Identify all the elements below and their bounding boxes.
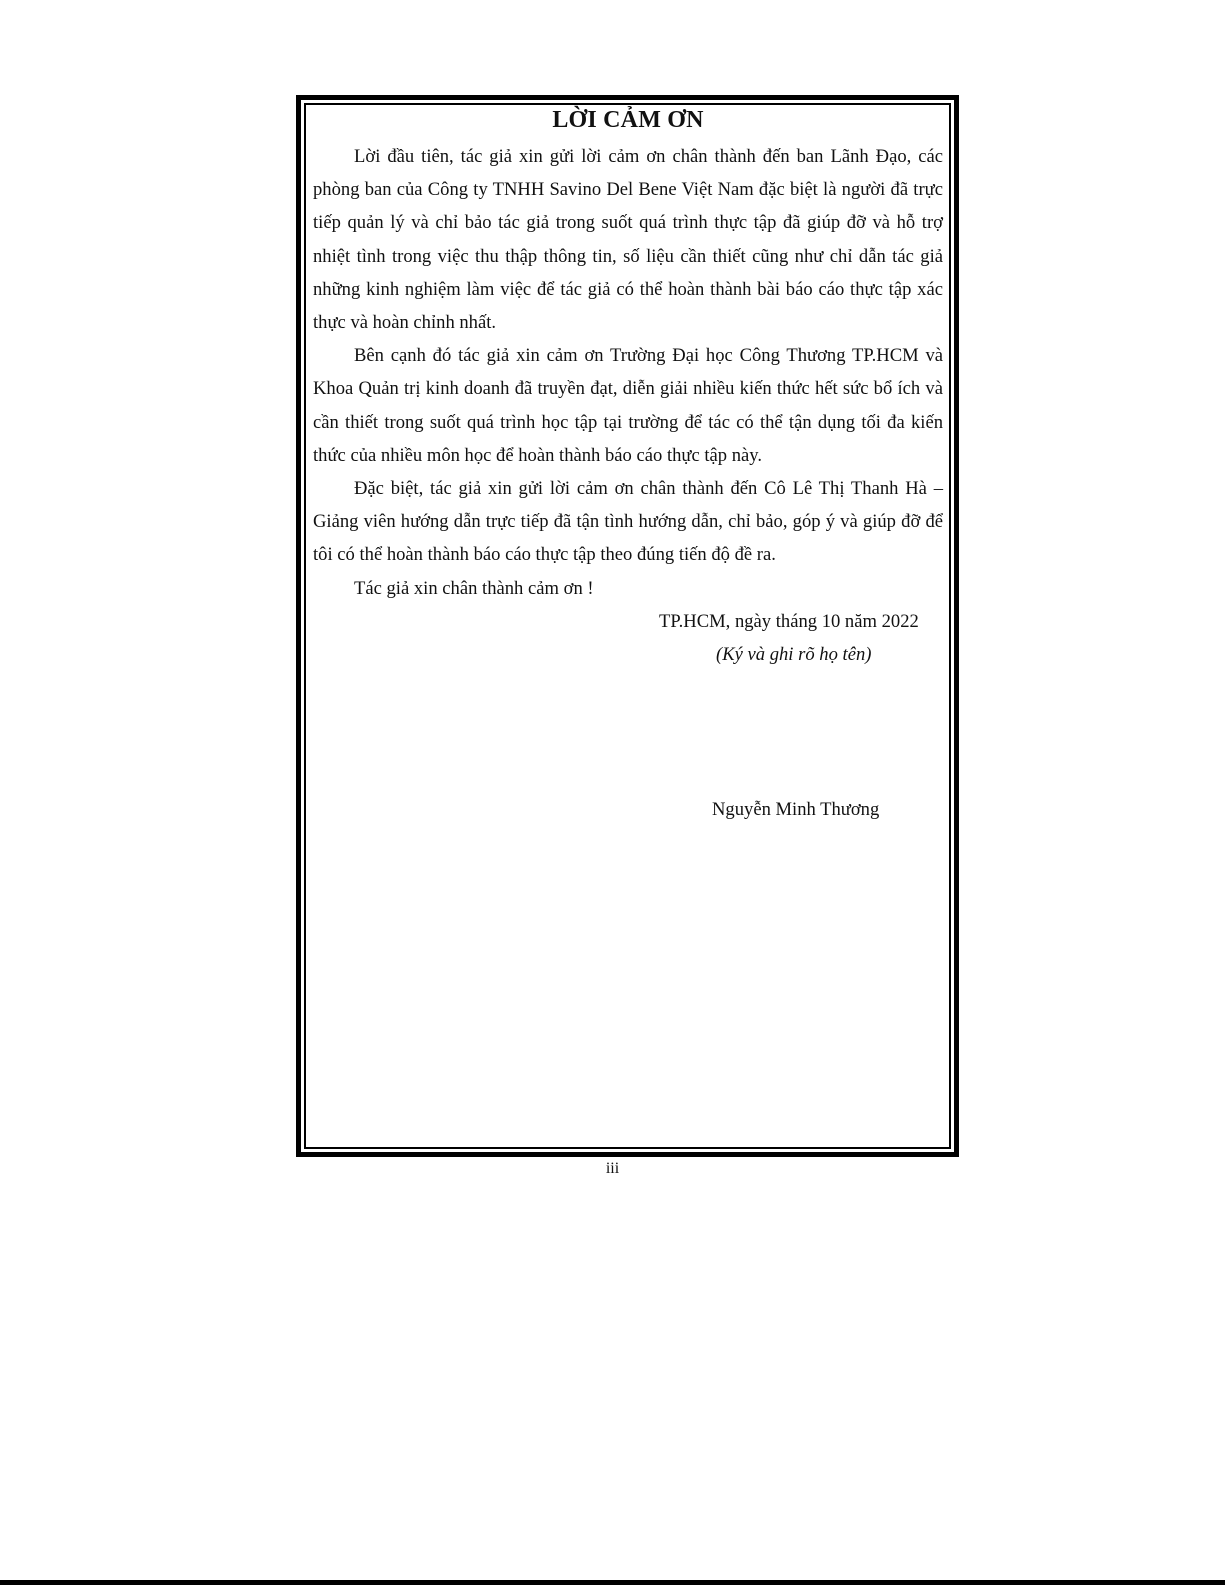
paragraph-2: Bên cạnh đó tác giả xin cảm ơn Trường Đại học Công Thương TP.HCM và Khoa Quản trị kinh doanh đã truyền đạt, diễn giải nhiều kiến thức hết sức bổ ích và cần thiết trong suốt quá trình học tập tại trường để tác có thể tận dụng tối đa kiến thức của nhiều môn học để hoàn thành báo cáo thực tập này.: [313, 345, 943, 466]
closing-line: Tác giả xin chân thành cảm ơn !: [354, 577, 594, 599]
acknowledgement-section: [313, 100, 943, 671]
signer-name: Nguyễn Minh Thương: [712, 799, 880, 820]
bottom-edge-rule: [0, 1580, 1225, 1585]
signature-note: (Ký và ghi rõ họ tên): [716, 644, 872, 666]
paragraph-3: Đặc biệt, tác giả xin gửi lời cảm ơn chân thành đến Cô Lê Thị Thanh Hà – Giảng viên hướng dẫn trực tiếp đã tận tình hướng dẫn, chỉ bảo, góp ý và giúp đỡ để tôi có thể hoàn thành báo cáo thực tập theo đúng tiến độ đề ra.: [313, 478, 943, 566]
page-number: iii: [605, 1160, 620, 1177]
date-line: TP.HCM, ngày tháng 10 năm 2022: [659, 610, 919, 632]
paragraph-1: Lời đầu tiên, tác giả xin gửi lời cảm ơn chân thành đến ban Lãnh Đạo, các phòng ban của Công ty TNHH Savino Del Bene Việt Nam đặc biệt là người đã trực tiếp quản lý và chỉ bảo tác giả trong suốt quá trình thực tập đã giúp đỡ và hỗ trợ nhiệt tình trong việc thu thập thông tin, số liệu cần thiết cũng như chỉ dẫn tác giả những kinh nghiệm làm việc để tác giả có thể hoàn thành bài báo cáo thực tập xác thực và hoàn chỉnh nhất.: [313, 146, 943, 334]
page-title: LỜI CẢM ƠN: [552, 107, 704, 133]
